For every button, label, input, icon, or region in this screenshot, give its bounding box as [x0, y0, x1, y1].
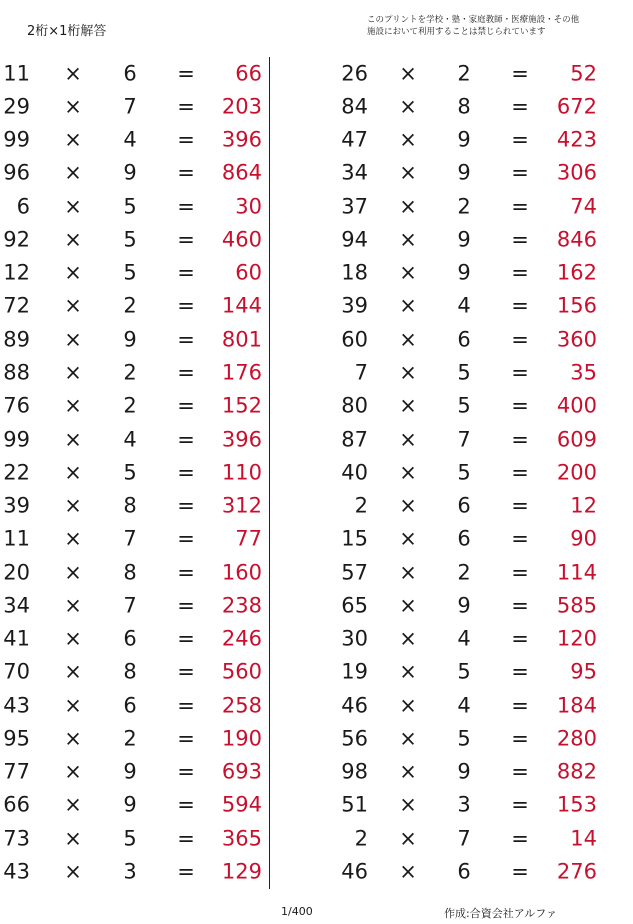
multiplicand: 39: [341, 293, 368, 318]
times-sign: ×: [399, 759, 417, 784]
answer: 144: [221, 293, 262, 318]
equals-sign: =: [177, 127, 195, 152]
multiplier: 6: [123, 626, 137, 651]
times-sign: ×: [64, 792, 82, 817]
answer: 35: [570, 360, 597, 385]
times-sign: ×: [64, 493, 82, 518]
answer: 400: [556, 393, 597, 418]
answer: 365: [221, 826, 262, 851]
multiplier: 9: [457, 593, 471, 618]
answer: 396: [221, 127, 262, 152]
times-sign: ×: [399, 726, 417, 751]
answer: 460: [221, 227, 262, 252]
multiplier: 4: [457, 693, 471, 718]
times-sign: ×: [64, 460, 82, 485]
times-sign: ×: [399, 526, 417, 551]
equals-sign: =: [177, 160, 195, 185]
times-sign: ×: [64, 227, 82, 252]
equals-sign: =: [511, 393, 529, 418]
multiplicand: 73: [3, 826, 30, 851]
multiplier: 9: [457, 127, 471, 152]
multiplicand: 89: [3, 327, 30, 352]
answer: 190: [221, 726, 262, 751]
times-sign: ×: [64, 427, 82, 452]
answer: 360: [556, 327, 597, 352]
equals-sign: =: [511, 360, 529, 385]
answer: 258: [221, 693, 262, 718]
equals-sign: =: [177, 792, 195, 817]
multiplicand: 47: [341, 127, 368, 152]
multiplier: 9: [457, 759, 471, 784]
multiplicand: 37: [341, 194, 368, 219]
times-sign: ×: [64, 393, 82, 418]
times-sign: ×: [64, 127, 82, 152]
times-sign: ×: [399, 393, 417, 418]
equals-sign: =: [511, 127, 529, 152]
multiplicand: 2: [354, 493, 368, 518]
answer: 95: [570, 659, 597, 684]
multiplier: 3: [123, 859, 137, 884]
times-sign: ×: [399, 127, 417, 152]
answer: 560: [221, 659, 262, 684]
multiplier: 5: [457, 393, 471, 418]
multiplier: 2: [457, 194, 471, 219]
times-sign: ×: [64, 659, 82, 684]
equals-sign: =: [177, 360, 195, 385]
answer: 306: [556, 160, 597, 185]
equals-sign: =: [177, 560, 195, 585]
times-sign: ×: [399, 460, 417, 485]
multiplier: 2: [123, 393, 137, 418]
multiplicand: 87: [341, 427, 368, 452]
equals-sign: =: [511, 194, 529, 219]
multiplier: 9: [123, 327, 137, 352]
worksheet-title: 2桁×1桁解答: [27, 24, 107, 39]
equals-sign: =: [511, 626, 529, 651]
answer: 184: [556, 693, 597, 718]
answer: 594: [221, 792, 262, 817]
times-sign: ×: [64, 160, 82, 185]
multiplicand: 43: [3, 859, 30, 884]
times-sign: ×: [64, 293, 82, 318]
answer: 156: [556, 293, 597, 318]
equals-sign: =: [511, 61, 529, 86]
times-sign: ×: [399, 61, 417, 86]
equals-sign: =: [511, 526, 529, 551]
times-sign: ×: [399, 626, 417, 651]
answer: 280: [556, 726, 597, 751]
times-sign: ×: [399, 360, 417, 385]
multiplicand: 46: [341, 693, 368, 718]
usage-notice-line-2: 施設において利用することは禁じられています: [367, 27, 546, 37]
equals-sign: =: [177, 460, 195, 485]
equals-sign: =: [511, 160, 529, 185]
answer: 585: [556, 593, 597, 618]
multiplicand: 7: [354, 360, 368, 385]
answer: 672: [556, 94, 597, 119]
answer: 238: [221, 593, 262, 618]
times-sign: ×: [64, 560, 82, 585]
multiplicand: 19: [341, 659, 368, 684]
multiplicand: 66: [3, 792, 30, 817]
equals-sign: =: [511, 659, 529, 684]
equals-sign: =: [177, 260, 195, 285]
equals-sign: =: [511, 859, 529, 884]
answer: 312: [221, 493, 262, 518]
multiplier: 3: [457, 792, 471, 817]
answer: 66: [235, 61, 262, 86]
times-sign: ×: [399, 659, 417, 684]
multiplier: 4: [123, 127, 137, 152]
times-sign: ×: [64, 94, 82, 119]
multiplicand: 30: [341, 626, 368, 651]
multiplier: 6: [123, 693, 137, 718]
equals-sign: =: [511, 227, 529, 252]
answer: 423: [556, 127, 597, 152]
multiplier: 5: [457, 360, 471, 385]
multiplicand: 95: [3, 726, 30, 751]
equals-sign: =: [177, 293, 195, 318]
multiplicand: 34: [341, 160, 368, 185]
multiplicand: 22: [3, 460, 30, 485]
times-sign: ×: [64, 759, 82, 784]
answer: 203: [221, 94, 262, 119]
answer: 162: [556, 260, 597, 285]
multiplier: 9: [457, 260, 471, 285]
multiplicand: 39: [3, 493, 30, 518]
times-sign: ×: [399, 327, 417, 352]
equals-sign: =: [511, 792, 529, 817]
multiplier: 9: [123, 160, 137, 185]
multiplier: 7: [123, 94, 137, 119]
times-sign: ×: [399, 593, 417, 618]
multiplicand: 43: [3, 693, 30, 718]
usage-notice: [367, 14, 629, 38]
answer: 90: [570, 526, 597, 551]
multiplicand: 29: [3, 94, 30, 119]
equals-sign: =: [177, 659, 195, 684]
multiplier: 5: [123, 227, 137, 252]
multiplier: 7: [123, 526, 137, 551]
multiplier: 5: [457, 460, 471, 485]
answer: 200: [556, 460, 597, 485]
multiplicand: 99: [3, 427, 30, 452]
multiplicand: 98: [341, 759, 368, 784]
answer: 396: [221, 427, 262, 452]
multiplicand: 77: [3, 759, 30, 784]
equals-sign: =: [511, 693, 529, 718]
multiplier: 6: [457, 493, 471, 518]
equals-sign: =: [511, 260, 529, 285]
multiplicand: 40: [341, 460, 368, 485]
equals-sign: =: [511, 826, 529, 851]
equals-sign: =: [177, 493, 195, 518]
answer: 77: [235, 526, 262, 551]
equals-sign: =: [511, 293, 529, 318]
answer: 60: [235, 260, 262, 285]
equals-sign: =: [177, 526, 195, 551]
equals-sign: =: [177, 427, 195, 452]
answer: 12: [570, 493, 597, 518]
multiplicand: 80: [341, 393, 368, 418]
multiplicand: 12: [3, 260, 30, 285]
equals-sign: =: [177, 327, 195, 352]
times-sign: ×: [399, 260, 417, 285]
multiplicand: 57: [341, 560, 368, 585]
multiplicand: 84: [341, 94, 368, 119]
answer: 120: [556, 626, 597, 651]
equals-sign: =: [511, 560, 529, 585]
multiplier: 8: [123, 493, 137, 518]
times-sign: ×: [399, 792, 417, 817]
times-sign: ×: [64, 726, 82, 751]
multiplier: 5: [123, 826, 137, 851]
multiplier: 9: [457, 160, 471, 185]
multiplier: 6: [457, 526, 471, 551]
equals-sign: =: [177, 61, 195, 86]
equals-sign: =: [511, 327, 529, 352]
multiplier: 5: [123, 194, 137, 219]
answer: 176: [221, 360, 262, 385]
times-sign: ×: [399, 859, 417, 884]
equals-sign: =: [511, 593, 529, 618]
answer: 693: [221, 759, 262, 784]
equals-sign: =: [177, 859, 195, 884]
author-credit: 作成:合資会社アルファ: [444, 907, 558, 920]
times-sign: ×: [64, 194, 82, 219]
times-sign: ×: [64, 859, 82, 884]
answer: 14: [570, 826, 597, 851]
multiplicand: 46: [341, 859, 368, 884]
times-sign: ×: [399, 826, 417, 851]
equals-sign: =: [511, 726, 529, 751]
answer: 864: [221, 160, 262, 185]
times-sign: ×: [399, 560, 417, 585]
times-sign: ×: [399, 693, 417, 718]
answer: 846: [556, 227, 597, 252]
multiplier: 5: [123, 260, 137, 285]
multiplicand: 56: [341, 726, 368, 751]
answer: 160: [221, 560, 262, 585]
equals-sign: =: [511, 493, 529, 518]
times-sign: ×: [64, 593, 82, 618]
page-number: 1/400: [281, 905, 313, 918]
multiplier: 8: [457, 94, 471, 119]
multiplier: 5: [457, 659, 471, 684]
multiplicand: 26: [341, 61, 368, 86]
answer: 52: [570, 61, 597, 86]
times-sign: ×: [399, 493, 417, 518]
times-sign: ×: [64, 826, 82, 851]
equals-sign: =: [511, 94, 529, 119]
multiplier: 2: [123, 360, 137, 385]
equals-sign: =: [177, 593, 195, 618]
multiplier: 8: [123, 659, 137, 684]
answer: 276: [556, 859, 597, 884]
multiplicand: 15: [341, 526, 368, 551]
answer: 30: [235, 194, 262, 219]
multiplier: 6: [457, 859, 471, 884]
multiplier: 5: [457, 726, 471, 751]
multiplicand: 94: [341, 227, 368, 252]
multiplicand: 70: [3, 659, 30, 684]
multiplicand: 65: [341, 593, 368, 618]
multiplicand: 18: [341, 260, 368, 285]
multiplier: 7: [457, 427, 471, 452]
equals-sign: =: [511, 759, 529, 784]
times-sign: ×: [64, 626, 82, 651]
multiplier: 4: [123, 427, 137, 452]
multiplier: 2: [457, 560, 471, 585]
multiplicand: 11: [3, 61, 30, 86]
multiplier: 7: [457, 826, 471, 851]
times-sign: ×: [399, 227, 417, 252]
times-sign: ×: [399, 160, 417, 185]
multiplier: 8: [123, 560, 137, 585]
times-sign: ×: [399, 293, 417, 318]
answer: 129: [221, 859, 262, 884]
answer: 110: [221, 460, 262, 485]
multiplicand: 92: [3, 227, 30, 252]
multiplier: 2: [457, 61, 471, 86]
equals-sign: =: [511, 427, 529, 452]
multiplier: 4: [457, 626, 471, 651]
answer: 882: [556, 759, 597, 784]
multiplier: 9: [123, 759, 137, 784]
multiplicand: 96: [3, 160, 30, 185]
times-sign: ×: [399, 427, 417, 452]
equals-sign: =: [177, 393, 195, 418]
times-sign: ×: [64, 260, 82, 285]
multiplier: 7: [123, 593, 137, 618]
times-sign: ×: [64, 327, 82, 352]
usage-notice-line-1: このプリントを学校・塾・家庭教師・医療施設・その他: [367, 15, 580, 25]
multiplicand: 99: [3, 127, 30, 152]
answer: 153: [556, 792, 597, 817]
answer: 609: [556, 427, 597, 452]
answer: 246: [221, 626, 262, 651]
multiplier: 2: [123, 726, 137, 751]
equals-sign: =: [177, 759, 195, 784]
multiplicand: 6: [16, 194, 30, 219]
equals-sign: =: [177, 626, 195, 651]
multiplier: 6: [123, 61, 137, 86]
multiplicand: 72: [3, 293, 30, 318]
answer: 801: [221, 327, 262, 352]
multiplicand: 20: [3, 560, 30, 585]
column-divider: [269, 57, 270, 889]
multiplicand: 41: [3, 626, 30, 651]
equals-sign: =: [511, 460, 529, 485]
equals-sign: =: [177, 227, 195, 252]
multiplicand: 88: [3, 360, 30, 385]
multiplier: 2: [123, 293, 137, 318]
multiplier: 9: [123, 792, 137, 817]
multiplicand: 51: [341, 792, 368, 817]
times-sign: ×: [399, 94, 417, 119]
answer: 74: [570, 194, 597, 219]
answer: 152: [221, 393, 262, 418]
equals-sign: =: [177, 826, 195, 851]
multiplicand: 11: [3, 526, 30, 551]
times-sign: ×: [64, 693, 82, 718]
multiplicand: 34: [3, 593, 30, 618]
times-sign: ×: [64, 526, 82, 551]
multiplier: 5: [123, 460, 137, 485]
multiplicand: 2: [354, 826, 368, 851]
multiplier: 4: [457, 293, 471, 318]
equals-sign: =: [177, 194, 195, 219]
equals-sign: =: [177, 693, 195, 718]
multiplier: 6: [457, 327, 471, 352]
answer: 114: [556, 560, 597, 585]
equals-sign: =: [177, 726, 195, 751]
multiplier: 9: [457, 227, 471, 252]
times-sign: ×: [64, 61, 82, 86]
times-sign: ×: [399, 194, 417, 219]
multiplicand: 60: [341, 327, 368, 352]
times-sign: ×: [64, 360, 82, 385]
multiplicand: 76: [3, 393, 30, 418]
equals-sign: =: [177, 94, 195, 119]
